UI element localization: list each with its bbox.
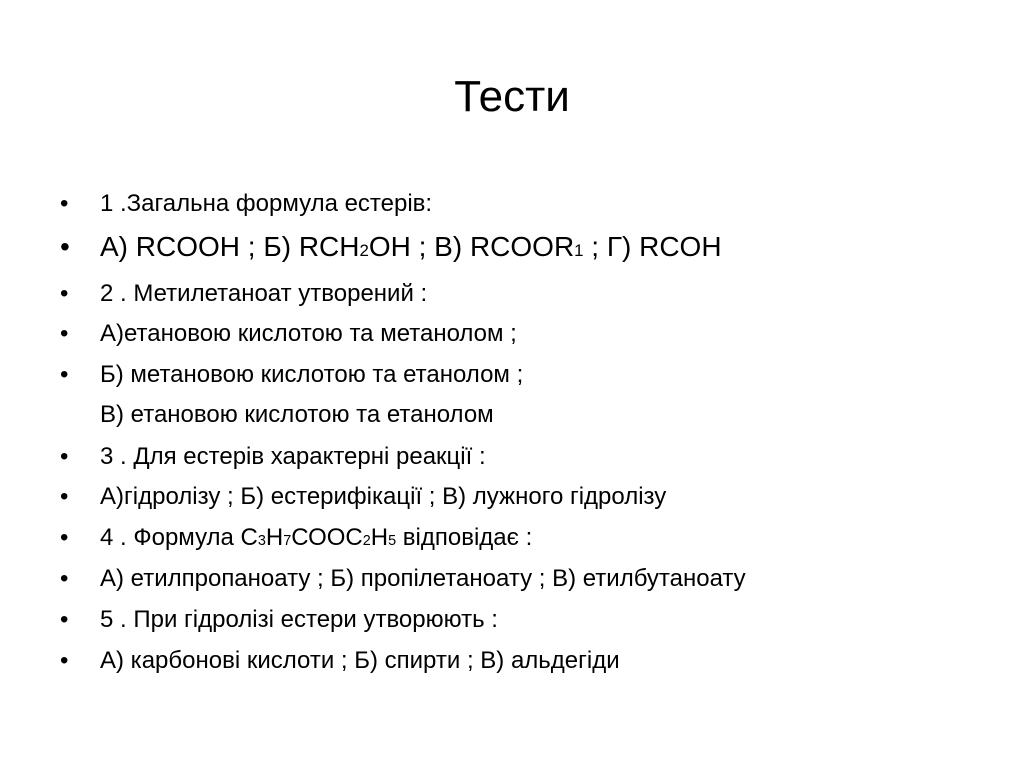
list-item-text: А) карбонові кислоти ; Б) спирти ; В) альдегіди (100, 647, 620, 674)
bullet-icon: • (60, 190, 69, 217)
formula-part: Н (265, 524, 284, 551)
formula-options-line (100, 229, 722, 269)
list-item-text: 2 . Метилетаноат утворений : (100, 280, 428, 307)
list-item-text: 3 . Для естерів характерні реакції : (100, 443, 486, 470)
bullet-icon: • (60, 231, 70, 262)
slide-title: Тести (454, 72, 570, 121)
list-item-text: 1 .Загальна формула естерів: (100, 190, 433, 217)
formula-part: 4 . Формула С (100, 524, 258, 551)
formula-subscript: 3 (257, 533, 266, 549)
formula-part: відповідає : (396, 524, 533, 551)
formula-subscript: 2 (362, 533, 371, 549)
chemical-formula-line (100, 522, 532, 557)
bullet-icon: • (60, 647, 69, 674)
formula-subscript: 5 (388, 533, 397, 549)
bullet-icon: • (60, 320, 69, 347)
list-item-text: Б) метановою кислотою та етанолом ; (100, 361, 524, 388)
list-item-text: А)етановою кислотою та метанолом ; (100, 320, 517, 347)
list-item-text: А)гідролізу ; Б) естерифікації ; В) лужного гідролізу (100, 483, 667, 510)
formula-part: СООС (291, 524, 363, 551)
bullet-icon: • (60, 443, 69, 470)
list-item-text: А) етилпропаноату ; Б) пропілетаноату ; В) етилбутаноату (100, 565, 746, 592)
bullet-icon: • (60, 280, 69, 307)
formula-subscript: 2 (359, 241, 369, 260)
formula-subscript: 1 (574, 241, 584, 260)
formula-subscript: 7 (283, 533, 292, 549)
formula-part: Н (370, 524, 389, 551)
bullet-icon: • (60, 565, 69, 592)
formula-option-part: ; Г) RCOH (583, 231, 722, 262)
bullet-icon: • (60, 361, 69, 388)
formula-option-part: OH ; В) RCOOR (368, 231, 575, 262)
list-item-text: 5 . При гідролізі естери утворюють : (100, 606, 498, 633)
list-item-text: В) етановою кислотою та етанолом (100, 401, 494, 428)
bullet-icon: • (60, 606, 69, 633)
bullet-icon: • (60, 483, 69, 510)
bullet-icon: • (60, 524, 69, 551)
formula-option-part: А) RCOOH ; Б) RCH (100, 231, 360, 262)
